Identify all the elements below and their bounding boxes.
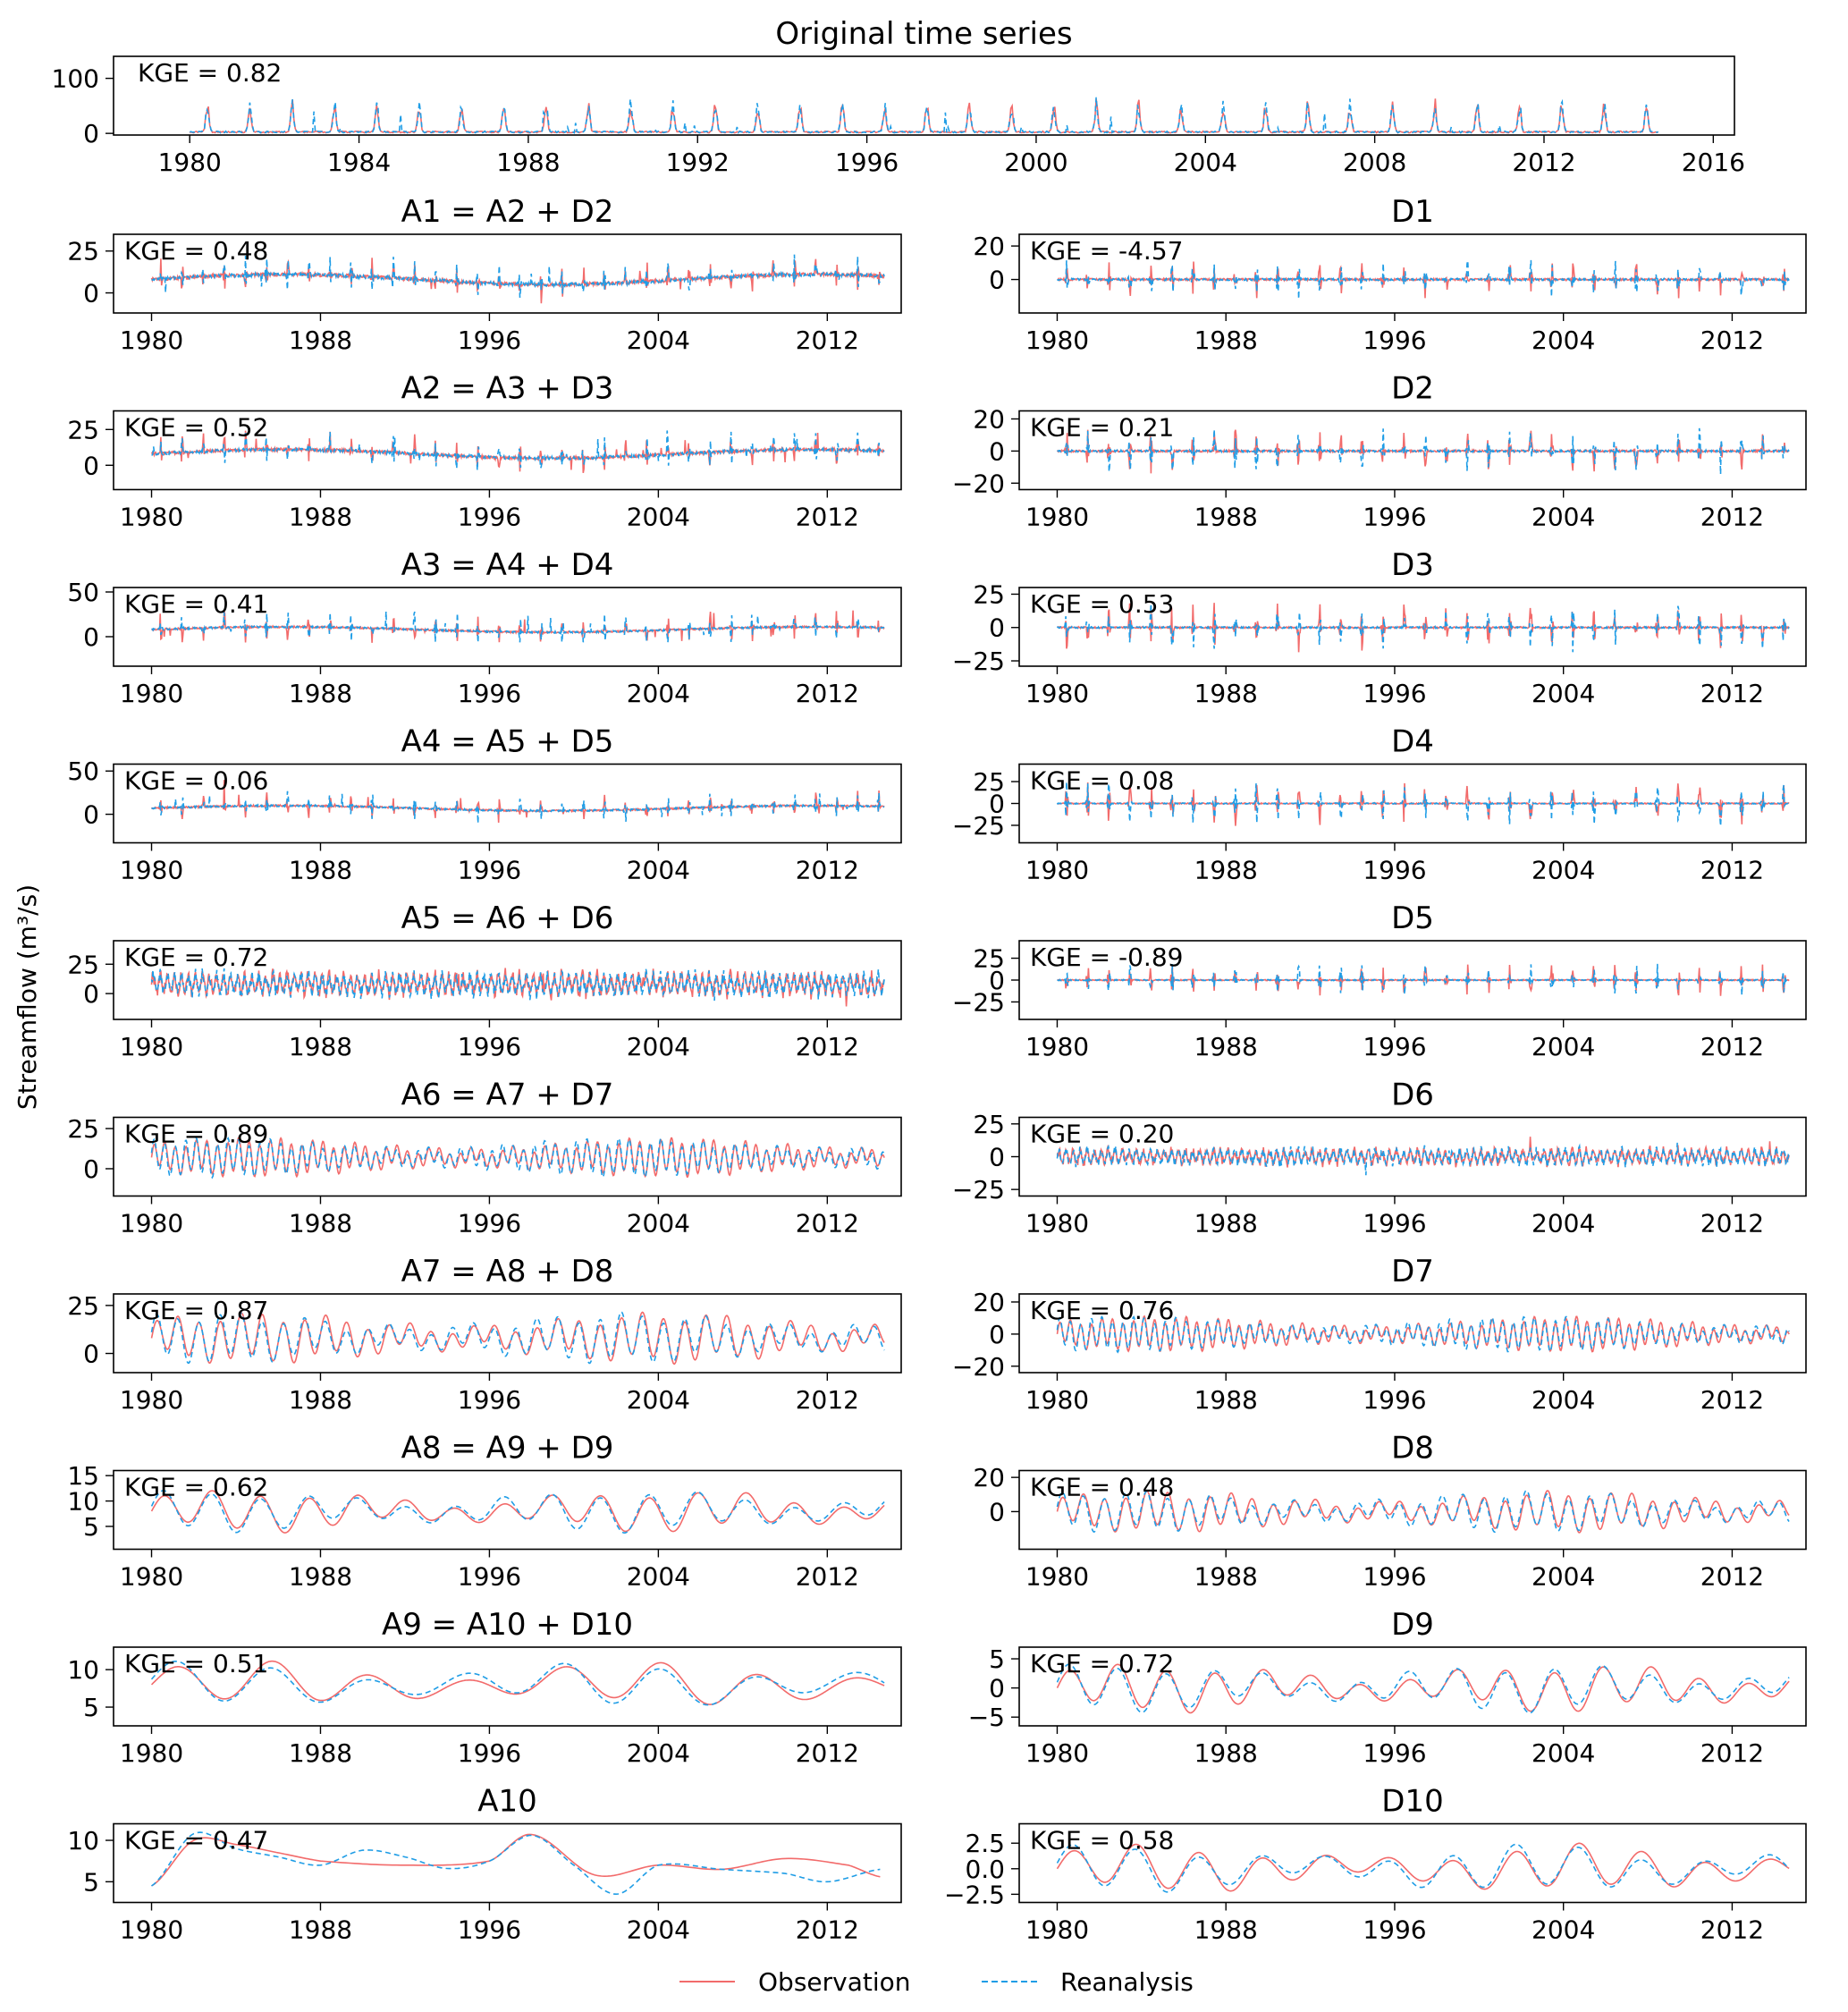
x-tick-label: 2012 bbox=[795, 325, 859, 355]
y-tick-label: 0 bbox=[989, 265, 1005, 295]
x-tick-label: 2004 bbox=[626, 1561, 691, 1592]
y-tick-label: 25 bbox=[973, 1109, 1005, 1139]
figure-ylabel: Streamflow (m³/s) bbox=[13, 883, 42, 1111]
x-tick-label: 1988 bbox=[1194, 502, 1258, 532]
x-tick-label: 1980 bbox=[119, 1385, 184, 1415]
y-tick-label: −20 bbox=[951, 469, 1005, 499]
panel-title: D3 bbox=[1391, 547, 1434, 583]
x-tick-label: 2012 bbox=[795, 1208, 859, 1238]
x-tick-label: 1984 bbox=[326, 148, 392, 177]
x-tick-label: 1980 bbox=[119, 1208, 184, 1238]
panel-d2 bbox=[952, 371, 1806, 532]
panel-d5 bbox=[952, 900, 1806, 1061]
x-tick-label: 1980 bbox=[119, 679, 184, 708]
x-tick-label: 1980 bbox=[119, 855, 184, 885]
x-tick-label: 1980 bbox=[1025, 1385, 1090, 1415]
x-tick-label: 2008 bbox=[1343, 148, 1407, 177]
y-tick-label: 10 bbox=[67, 1486, 99, 1517]
x-tick-label: 2004 bbox=[1532, 1915, 1596, 1945]
panel-title: A1 = A2 + D2 bbox=[401, 194, 614, 230]
panel-original bbox=[52, 16, 1745, 177]
y-tick-label: 20 bbox=[973, 1463, 1005, 1493]
panel-title: A3 = A4 + D4 bbox=[401, 547, 614, 583]
x-tick-label: 1988 bbox=[1194, 325, 1258, 355]
x-tick-label: 1988 bbox=[288, 855, 353, 885]
y-tick-label: 0 bbox=[989, 1142, 1005, 1172]
x-tick-label: 1996 bbox=[457, 1738, 522, 1768]
x-tick-label: 1996 bbox=[1363, 1738, 1427, 1768]
x-tick-label: 2004 bbox=[1532, 325, 1596, 355]
x-tick-label: 1996 bbox=[457, 325, 522, 355]
y-tick-label: 15 bbox=[67, 1461, 99, 1492]
x-tick-label: 2000 bbox=[1004, 148, 1068, 177]
kge-label: KGE = 0.72 bbox=[124, 943, 269, 972]
x-tick-label: 2004 bbox=[626, 679, 691, 708]
x-tick-label: 2004 bbox=[626, 1915, 691, 1945]
panel-title: A8 = A9 + D9 bbox=[401, 1430, 614, 1467]
x-tick-label: 1988 bbox=[1194, 1385, 1258, 1415]
panel-title: D10 bbox=[1381, 1783, 1444, 1820]
kge-label: KGE = 0.53 bbox=[1030, 589, 1175, 619]
x-tick-label: 2012 bbox=[795, 679, 859, 708]
x-tick-label: 1988 bbox=[1194, 1738, 1258, 1768]
x-tick-label: 1996 bbox=[457, 1561, 522, 1592]
x-tick-label: 1996 bbox=[1363, 502, 1427, 532]
panel-title: D4 bbox=[1391, 723, 1434, 760]
y-tick-label: 25 bbox=[67, 1114, 99, 1145]
panel-d9 bbox=[968, 1607, 1806, 1768]
panel-d8 bbox=[973, 1431, 1806, 1592]
kge-label: KGE = 0.87 bbox=[124, 1296, 269, 1325]
panel-title: D6 bbox=[1391, 1077, 1434, 1113]
x-tick-label: 1996 bbox=[1363, 855, 1427, 885]
x-tick-label: 1996 bbox=[1363, 1385, 1427, 1415]
x-tick-label: 1988 bbox=[288, 1208, 353, 1238]
x-tick-label: 2012 bbox=[795, 502, 859, 532]
y-tick-label: −2.5 bbox=[944, 1880, 1005, 1910]
y-tick-label: 0 bbox=[83, 799, 99, 830]
x-tick-label: 1980 bbox=[1025, 1915, 1090, 1945]
x-tick-label: 2004 bbox=[1532, 1385, 1596, 1415]
x-tick-label: 2012 bbox=[795, 1738, 859, 1768]
x-tick-label: 1988 bbox=[1194, 679, 1258, 708]
y-tick-label: 0.0 bbox=[965, 1854, 1005, 1884]
x-tick-label: 1996 bbox=[834, 148, 899, 177]
y-tick-label: 0 bbox=[83, 451, 99, 481]
kge-label: KGE = 0.82 bbox=[138, 58, 283, 88]
kge-label: KGE = 0.76 bbox=[1030, 1296, 1175, 1325]
kge-label: KGE = 0.47 bbox=[124, 1825, 269, 1856]
panel-a2 bbox=[67, 371, 901, 532]
panel-a4 bbox=[67, 724, 901, 885]
x-tick-label: 2012 bbox=[1700, 1561, 1765, 1592]
x-tick-label: 1996 bbox=[457, 679, 522, 708]
x-tick-label: 2004 bbox=[626, 1208, 691, 1238]
y-tick-label: 0 bbox=[989, 1673, 1005, 1703]
x-tick-label: 2012 bbox=[1700, 1915, 1765, 1945]
panel-d6 bbox=[952, 1078, 1806, 1238]
x-tick-label: 1992 bbox=[665, 148, 730, 177]
y-tick-label: 0 bbox=[989, 613, 1005, 643]
y-tick-label: 20 bbox=[973, 232, 1005, 262]
x-tick-label: 1980 bbox=[119, 1032, 184, 1061]
series-reanalysis bbox=[190, 97, 1658, 133]
x-tick-label: 1996 bbox=[1363, 679, 1427, 708]
y-tick-label: 0 bbox=[989, 966, 1005, 995]
y-tick-label: 2.5 bbox=[965, 1829, 1005, 1859]
x-tick-label: 2012 bbox=[1700, 325, 1765, 355]
x-tick-label: 1980 bbox=[119, 1561, 184, 1592]
x-tick-label: 1980 bbox=[1025, 1032, 1090, 1061]
x-tick-label: 2012 bbox=[795, 1385, 859, 1415]
panel-title: A7 = A8 + D8 bbox=[401, 1254, 614, 1289]
panel-d3 bbox=[952, 547, 1806, 708]
x-tick-label: 2004 bbox=[626, 1385, 691, 1415]
y-tick-label: 0 bbox=[83, 1339, 99, 1369]
x-tick-label: 2004 bbox=[626, 325, 691, 355]
y-tick-label: 20 bbox=[973, 1287, 1005, 1317]
y-tick-label: 0 bbox=[83, 278, 99, 309]
x-tick-label: 2012 bbox=[1512, 148, 1576, 177]
kge-label: KGE = 0.72 bbox=[1030, 1649, 1175, 1678]
x-tick-label: 1980 bbox=[1025, 325, 1090, 355]
x-tick-label: 2012 bbox=[1700, 1738, 1765, 1768]
panel-a10 bbox=[67, 1784, 901, 1945]
panel-title: A10 bbox=[477, 1783, 537, 1820]
x-tick-label: 1988 bbox=[1194, 1032, 1258, 1061]
x-tick-label: 1980 bbox=[119, 325, 184, 355]
y-tick-label: 10 bbox=[67, 1826, 99, 1856]
y-tick-label: 0 bbox=[989, 789, 1005, 819]
panel-title: D5 bbox=[1391, 900, 1434, 936]
x-tick-label: 2012 bbox=[795, 1915, 859, 1945]
x-tick-label: 2012 bbox=[795, 855, 859, 885]
y-tick-label: 25 bbox=[67, 415, 99, 445]
kge-label: KGE = -4.57 bbox=[1030, 236, 1184, 266]
panel-a1 bbox=[67, 194, 901, 355]
x-tick-label: 1996 bbox=[1363, 1208, 1427, 1238]
y-tick-label: −25 bbox=[951, 810, 1005, 841]
y-tick-label: −20 bbox=[951, 1351, 1005, 1382]
x-tick-label: 2016 bbox=[1681, 148, 1745, 177]
panel-a9 bbox=[67, 1607, 901, 1768]
x-tick-label: 2012 bbox=[1700, 1208, 1765, 1238]
x-tick-label: 1980 bbox=[157, 148, 222, 177]
x-tick-label: 2012 bbox=[1700, 1385, 1765, 1415]
panel-d7 bbox=[952, 1254, 1806, 1415]
kge-label: KGE = 0.08 bbox=[1030, 765, 1175, 796]
x-tick-label: 1988 bbox=[1194, 1208, 1258, 1238]
y-tick-label: 25 bbox=[67, 236, 99, 266]
panel-a7 bbox=[67, 1254, 901, 1415]
y-tick-label: −25 bbox=[951, 987, 1005, 1018]
kge-label: KGE = 0.58 bbox=[1030, 1825, 1175, 1856]
x-tick-label: 2004 bbox=[1532, 1208, 1596, 1238]
x-tick-label: 1988 bbox=[496, 148, 561, 177]
kge-label: KGE = 0.62 bbox=[124, 1472, 269, 1502]
y-tick-label: 0 bbox=[989, 436, 1005, 467]
series-reanalysis bbox=[152, 968, 885, 1001]
x-tick-label: 1996 bbox=[457, 1208, 522, 1238]
x-tick-label: 1980 bbox=[119, 1915, 184, 1945]
x-tick-label: 1988 bbox=[1194, 855, 1258, 885]
x-tick-label: 1980 bbox=[1025, 855, 1090, 885]
panel-title: D1 bbox=[1391, 194, 1434, 230]
x-tick-label: 2012 bbox=[1700, 855, 1765, 885]
x-tick-label: 1980 bbox=[1025, 1561, 1090, 1592]
y-tick-label: 0 bbox=[83, 1154, 99, 1184]
y-tick-label: 20 bbox=[973, 404, 1005, 435]
y-tick-label: 0 bbox=[83, 622, 99, 652]
y-tick-label: 0 bbox=[989, 1319, 1005, 1349]
x-tick-label: 1988 bbox=[288, 1561, 353, 1592]
x-tick-label: 1988 bbox=[288, 1915, 353, 1945]
x-tick-label: 1988 bbox=[288, 1032, 353, 1061]
panel-title: D8 bbox=[1391, 1430, 1434, 1467]
y-tick-label: 5 bbox=[83, 1867, 99, 1898]
panel-d4 bbox=[952, 724, 1806, 885]
y-tick-label: −25 bbox=[951, 647, 1005, 677]
x-tick-label: 2004 bbox=[1532, 679, 1596, 708]
y-tick-label: 25 bbox=[973, 943, 1005, 974]
y-tick-label: 50 bbox=[67, 578, 99, 607]
legend bbox=[679, 1967, 1194, 1997]
panel-title: D2 bbox=[1391, 370, 1434, 407]
x-tick-label: 1988 bbox=[288, 502, 353, 532]
kge-label: KGE = 0.51 bbox=[124, 1649, 269, 1678]
panel-title: A6 = A7 + D7 bbox=[401, 1077, 614, 1113]
x-tick-label: 1980 bbox=[1025, 1738, 1090, 1768]
x-tick-label: 2004 bbox=[1532, 1561, 1596, 1592]
panel-a5 bbox=[67, 900, 901, 1061]
panel-a6 bbox=[67, 1078, 901, 1238]
y-tick-label: 10 bbox=[67, 1655, 99, 1686]
x-tick-label: 2004 bbox=[626, 1738, 691, 1768]
y-tick-label: 25 bbox=[973, 767, 1005, 798]
x-tick-label: 1988 bbox=[288, 325, 353, 355]
x-tick-label: 1980 bbox=[119, 1738, 184, 1768]
y-tick-label: 5 bbox=[83, 1511, 99, 1542]
y-tick-label: 50 bbox=[67, 757, 99, 787]
x-tick-label: 1988 bbox=[1194, 1561, 1258, 1592]
x-tick-label: 1980 bbox=[119, 502, 184, 532]
x-tick-label: 1996 bbox=[1363, 1561, 1427, 1592]
x-tick-label: 1980 bbox=[1025, 679, 1090, 708]
x-tick-label: 1980 bbox=[1025, 1208, 1090, 1238]
kge-label: KGE = 0.89 bbox=[124, 1119, 269, 1149]
y-tick-label: 25 bbox=[67, 1290, 99, 1321]
x-tick-label: 1996 bbox=[457, 502, 522, 532]
panel-d1 bbox=[973, 194, 1806, 355]
kge-label: KGE = 0.06 bbox=[124, 765, 269, 796]
y-tick-label: 5 bbox=[989, 1644, 1005, 1675]
x-tick-label: 2004 bbox=[626, 1032, 691, 1061]
kge-label: KGE = 0.21 bbox=[1030, 412, 1175, 443]
x-tick-label: 2012 bbox=[795, 1561, 859, 1592]
panel-title: Original time series bbox=[775, 16, 1073, 52]
x-tick-label: 2004 bbox=[626, 502, 691, 532]
y-tick-label: 0 bbox=[83, 119, 99, 149]
panel-title: A9 = A10 + D10 bbox=[381, 1607, 634, 1643]
x-tick-label: 1988 bbox=[1194, 1915, 1258, 1945]
kge-label: KGE = 0.48 bbox=[124, 236, 269, 266]
x-tick-label: 1996 bbox=[457, 1385, 522, 1415]
y-tick-label: 5 bbox=[83, 1693, 99, 1723]
x-tick-label: 2004 bbox=[1532, 855, 1596, 885]
kge-label: KGE = 0.20 bbox=[1030, 1119, 1175, 1149]
x-tick-label: 2004 bbox=[1532, 502, 1596, 532]
x-tick-label: 1996 bbox=[1363, 325, 1427, 355]
x-tick-label: 2004 bbox=[1532, 1738, 1596, 1768]
panel-a3 bbox=[67, 547, 901, 708]
y-tick-label: 100 bbox=[51, 63, 99, 94]
x-tick-label: 1988 bbox=[288, 1738, 353, 1768]
x-tick-label: 1996 bbox=[457, 1915, 522, 1945]
x-tick-label: 2004 bbox=[1173, 148, 1237, 177]
legend-observation-label: Observation bbox=[758, 1967, 911, 1997]
kge-label: KGE = -0.89 bbox=[1030, 943, 1184, 972]
panel-title: D7 bbox=[1391, 1254, 1434, 1289]
x-tick-label: 1996 bbox=[1363, 1915, 1427, 1945]
y-tick-label: 0 bbox=[83, 979, 99, 1010]
x-tick-label: 2012 bbox=[1700, 502, 1765, 532]
y-tick-label: 25 bbox=[67, 950, 99, 980]
y-tick-label: −25 bbox=[951, 1175, 1005, 1205]
y-tick-label: 25 bbox=[973, 579, 1005, 610]
panel-a8 bbox=[67, 1431, 901, 1592]
x-tick-label: 1988 bbox=[288, 1385, 353, 1415]
series-reanalysis bbox=[152, 791, 885, 824]
panel-title: A4 = A5 + D5 bbox=[401, 723, 614, 760]
x-tick-label: 1996 bbox=[457, 855, 522, 885]
x-tick-label: 2004 bbox=[626, 855, 691, 885]
panel-title: A5 = A6 + D6 bbox=[401, 900, 614, 936]
panel-title: D9 bbox=[1391, 1607, 1434, 1643]
y-tick-label: 0 bbox=[989, 1497, 1005, 1527]
panel-d10 bbox=[944, 1784, 1806, 1945]
x-tick-label: 2012 bbox=[795, 1032, 859, 1061]
kge-label: KGE = 0.48 bbox=[1030, 1472, 1175, 1502]
x-tick-label: 2012 bbox=[1700, 679, 1765, 708]
kge-label: KGE = 0.41 bbox=[124, 589, 269, 619]
x-tick-label: 1996 bbox=[1363, 1032, 1427, 1061]
kge-label: KGE = 0.52 bbox=[124, 412, 269, 443]
legend-reanalysis-label: Reanalysis bbox=[1060, 1967, 1194, 1997]
y-tick-label: −5 bbox=[967, 1703, 1005, 1733]
x-tick-label: 1980 bbox=[1025, 502, 1090, 532]
panel-title: A2 = A3 + D3 bbox=[401, 370, 614, 407]
x-tick-label: 1988 bbox=[288, 679, 353, 708]
x-tick-label: 2012 bbox=[1700, 1032, 1765, 1061]
x-tick-label: 1996 bbox=[457, 1032, 522, 1061]
x-tick-label: 2004 bbox=[1532, 1032, 1596, 1061]
